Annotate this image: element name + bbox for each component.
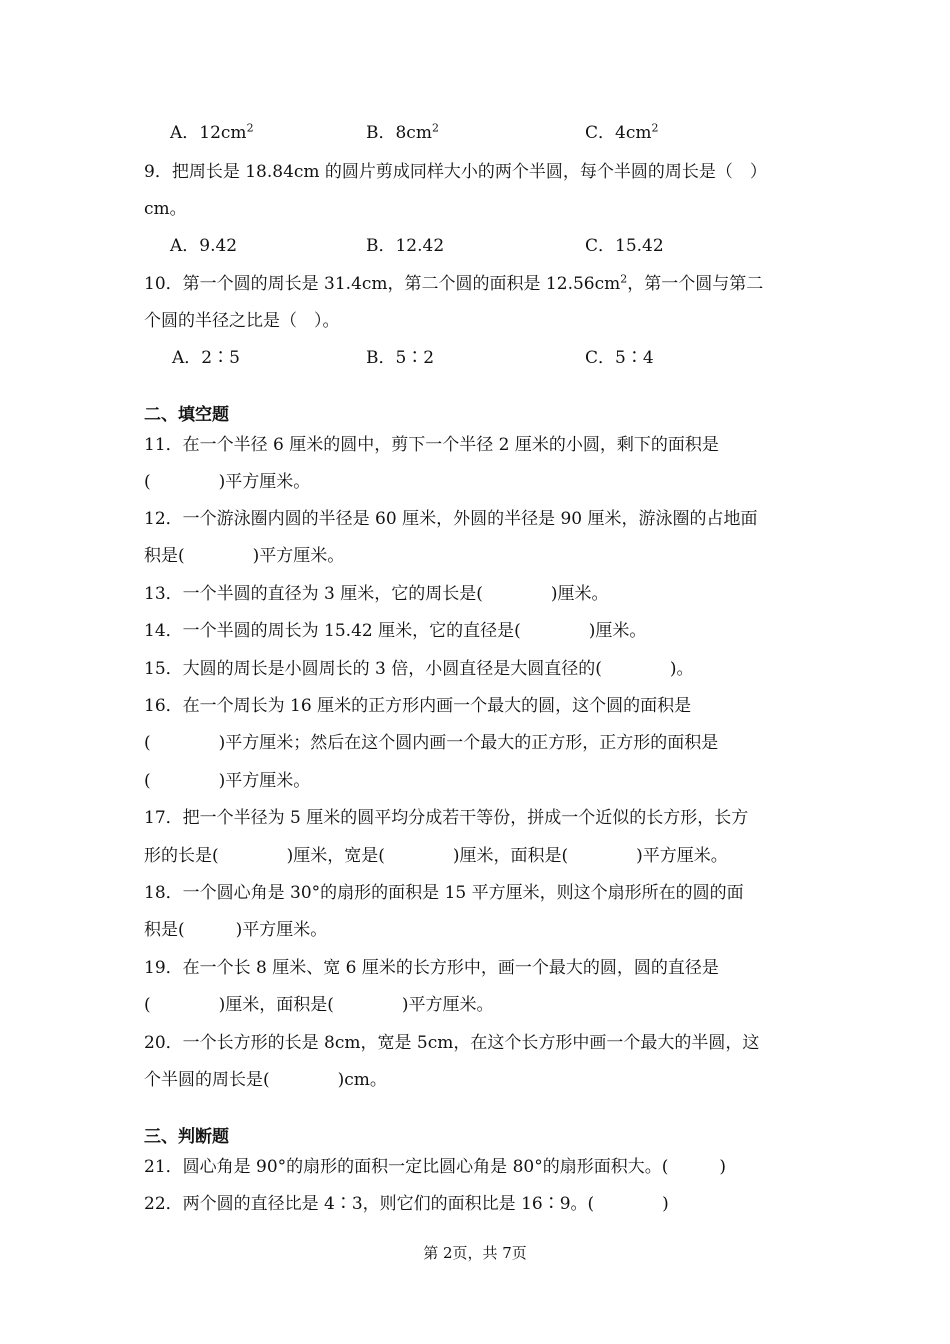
judge-line: 21．圆心角是 90°的扇形的面积一定比圆心角是 80°的扇形面积大。( ) bbox=[144, 1157, 726, 1177]
q9-option-c: C．15.42 bbox=[585, 236, 664, 256]
fill-line: 个半圆的周长是( )cm。 bbox=[144, 1070, 387, 1090]
fill-line: ( )平方厘米。 bbox=[144, 472, 311, 492]
fill-line: 19．在一个长 8 厘米、宽 6 厘米的长方形中，画一个最大的圆，圆的直径是 bbox=[144, 958, 719, 978]
q9-option-b: B．12.42 bbox=[366, 236, 445, 256]
q10-text-line1: 10．第一个圆的周长是 31.4cm，第二个圆的面积是 $12.56cm^2$，第一个圆与第二 bbox=[144, 272, 764, 294]
fill-line: 16．在一个周长为 16 厘米的正方形内画一个最大的圆，这个圆的面积是 bbox=[144, 696, 692, 716]
fill-line: 11．在一个半径 6 厘米的圆中，剪下一个半径 2 厘米的小圆，剩下的面积是 bbox=[144, 435, 719, 455]
q9-text-line2: cm。 bbox=[144, 199, 187, 219]
q8-option-a: A．$12cm^2$ bbox=[170, 121, 254, 143]
fill-line: 积是( )平方厘米。 bbox=[144, 920, 328, 940]
judge-line: 22．两个圆的直径比是 4∶3，则它们的面积比是 16∶9。( ) bbox=[144, 1194, 669, 1214]
fill-line: 17．把一个半径为 5 厘米的圆平均分成若干等份，拼成一个近似的长方形，长方 bbox=[144, 808, 749, 828]
fill-line: 积是( )平方厘米。 bbox=[144, 546, 345, 566]
fill-line: 20．一个长方形的长是 8cm，宽是 5cm，在这个长方形中画一个最大的半圆，这 bbox=[144, 1033, 760, 1053]
q9-option-a: A．9.42 bbox=[170, 236, 238, 256]
fill-line: ( )平方厘米；然后在这个圆内画一个最大的正方形，正方形的面积是 bbox=[144, 733, 719, 753]
section-title-judgement: 三、判断题 bbox=[144, 1127, 229, 1147]
q10-option-b: B．5∶2 bbox=[366, 348, 435, 368]
fill-line: 14．一个半圆的周长为 15.42 厘米，它的直径是( )厘米。 bbox=[144, 621, 647, 641]
q9-text-line1: 9．把周长是 18.84cm 的圆片剪成同样大小的两个半圆，每个半圆的周长是（ ） bbox=[144, 162, 767, 182]
q10-text-line2: 个圆的半径之比是（ ）。 bbox=[144, 311, 340, 331]
q10-option-c: C．5∶4 bbox=[585, 348, 654, 368]
fill-line: ( )厘米，面积是( )平方厘米。 bbox=[144, 995, 494, 1015]
q8-option-c: C．$4cm^2$ bbox=[585, 121, 659, 143]
q10-option-a: A．2∶5 bbox=[172, 348, 240, 368]
page-footer: 第 2页，共 7页 bbox=[423, 1244, 527, 1262]
fill-line: ( )平方厘米。 bbox=[144, 771, 311, 791]
fill-line: 15．大圆的周长是小圆周长的 3 倍，小圆直径是大圆直径的( )。 bbox=[144, 659, 694, 679]
q8-option-b: B．$8cm^2$ bbox=[366, 121, 439, 143]
fill-line: 18．一个圆心角是 30°的扇形的面积是 15 平方厘米，则这个扇形所在的圆的面 bbox=[144, 883, 744, 903]
fill-line: 12．一个游泳圈内圆的半径是 60 厘米，外圆的半径是 90 厘米，游泳圈的占地面 bbox=[144, 509, 758, 529]
fill-line: 形的长是( )厘米，宽是( )厘米，面积是( )平方厘米。 bbox=[144, 846, 728, 866]
section-title-fill-in: 二、填空题 bbox=[144, 405, 229, 425]
fill-line: 13．一个半圆的直径为 3 厘米，它的周长是( )厘米。 bbox=[144, 584, 609, 604]
